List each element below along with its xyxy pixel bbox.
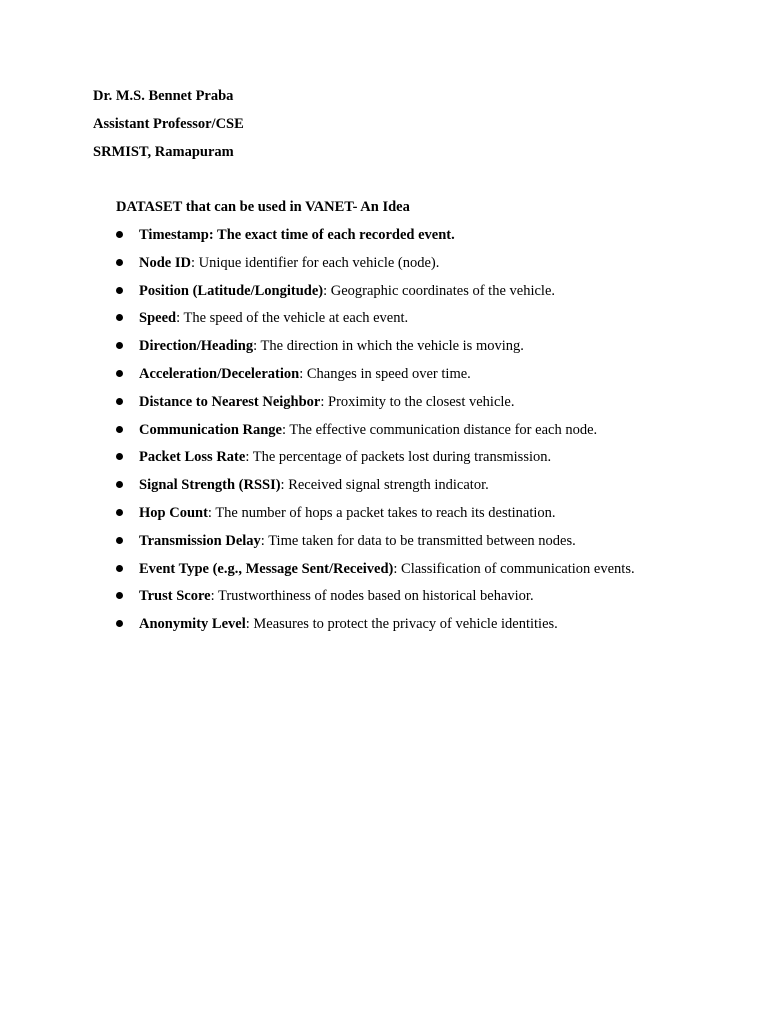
field-separator: :: [323, 282, 331, 299]
list-item: [116, 475, 736, 503]
author-name: Dr. M.S. Bennet Praba: [93, 88, 234, 104]
list-item: [116, 503, 736, 531]
list-item: [116, 531, 736, 559]
list-item: [116, 225, 736, 253]
field-separator: :: [260, 532, 269, 549]
field-separator: :: [190, 254, 199, 271]
list-item: [116, 586, 736, 614]
field-separator: :: [253, 338, 261, 355]
field-term: Acceleration/Deceleration: [139, 365, 300, 382]
field-description: Measures to protect the privacy of vehicle identities.: [253, 616, 558, 633]
field-term: Signal Strength (RSSI): [139, 477, 281, 494]
field-term: Packet Loss Rate: [139, 449, 246, 466]
field-description: Classification of communication events.: [401, 560, 635, 577]
field-separator: :: [280, 477, 289, 494]
bullet-icon: [116, 259, 123, 266]
field-term: Timestamp: [139, 227, 209, 243]
field-term: Node ID: [139, 254, 191, 271]
field-separator: :: [282, 421, 290, 438]
field-term: Event Type (e.g., Message Sent/Received): [139, 560, 394, 577]
field-separator: :: [176, 310, 184, 327]
field-description: The exact time of each recorded event.: [217, 227, 455, 243]
field-separator: :: [245, 616, 254, 633]
field-description: Time taken for data to be transmitted between nodes.: [268, 532, 576, 549]
field-separator: :: [299, 365, 307, 382]
bullet-icon: [116, 231, 123, 238]
bullet-icon: [116, 453, 123, 460]
bullet-icon: [116, 481, 123, 488]
field-term: Anonymity Level: [139, 616, 246, 633]
field-term: Position (Latitude/Longitude): [139, 282, 324, 299]
field-description: Received signal strength indicator.: [288, 477, 489, 494]
list-item: [116, 364, 736, 392]
field-description: Geographic coordinates of the vehicle.: [330, 282, 556, 299]
bullet-icon: [116, 565, 123, 572]
list-item: [116, 420, 736, 448]
bullet-icon: [116, 287, 123, 294]
bullet-icon: [116, 398, 123, 405]
field-term: Trust Score: [139, 588, 211, 605]
field-term: Communication Range: [139, 421, 282, 438]
author-block: [93, 86, 244, 170]
field-separator: :: [208, 227, 218, 243]
field-term: Direction/Heading: [139, 338, 254, 355]
field-term: Speed: [139, 310, 177, 327]
field-description: The effective communication distance for each node.: [289, 421, 598, 438]
bullet-icon: [116, 537, 123, 544]
field-description: The speed of the vehicle at each event.: [183, 310, 409, 327]
field-separator: :: [320, 393, 329, 410]
field-description: The direction in which the vehicle is moving.: [260, 338, 524, 355]
field-separator: :: [393, 560, 402, 577]
bullet-icon: [116, 342, 123, 349]
bullet-icon: [116, 592, 123, 599]
field-separator: :: [207, 504, 216, 521]
field-description: Changes in speed over time.: [306, 365, 471, 382]
list-item: [116, 308, 736, 336]
dataset-heading: DATASET that can be used in VANET- An Idea: [116, 199, 410, 215]
field-description: Unique identifier for each vehicle (node).: [198, 254, 440, 271]
bullet-icon: [116, 620, 123, 627]
field-description: Proximity to the closest vehicle.: [328, 393, 515, 410]
list-item: [116, 336, 736, 364]
list-item: [116, 392, 736, 420]
field-separator: :: [210, 588, 218, 605]
bullet-icon: [116, 314, 123, 321]
bullet-icon: [116, 370, 123, 377]
field-description: The number of hops a packet takes to reach its destination.: [215, 504, 556, 521]
list-item: [116, 559, 736, 587]
author-institution: SRMIST, Ramapuram: [93, 144, 234, 160]
bullet-icon: [116, 426, 123, 433]
bullet-icon: [116, 509, 123, 516]
list-item: [116, 281, 736, 309]
dataset-field-list: [116, 225, 736, 642]
field-term: Transmission Delay: [139, 532, 261, 549]
list-item: [116, 447, 736, 475]
field-description: Trustworthiness of nodes based on historical behavior.: [217, 588, 534, 605]
field-term: Distance to Nearest Neighbor: [139, 393, 321, 410]
field-separator: :: [245, 449, 253, 466]
list-item: [116, 614, 736, 642]
field-description: The percentage of packets lost during transmission.: [252, 449, 552, 466]
field-term: Hop Count: [139, 504, 208, 521]
author-title: Assistant Professor/CSE: [93, 116, 244, 132]
list-item: [116, 253, 736, 281]
